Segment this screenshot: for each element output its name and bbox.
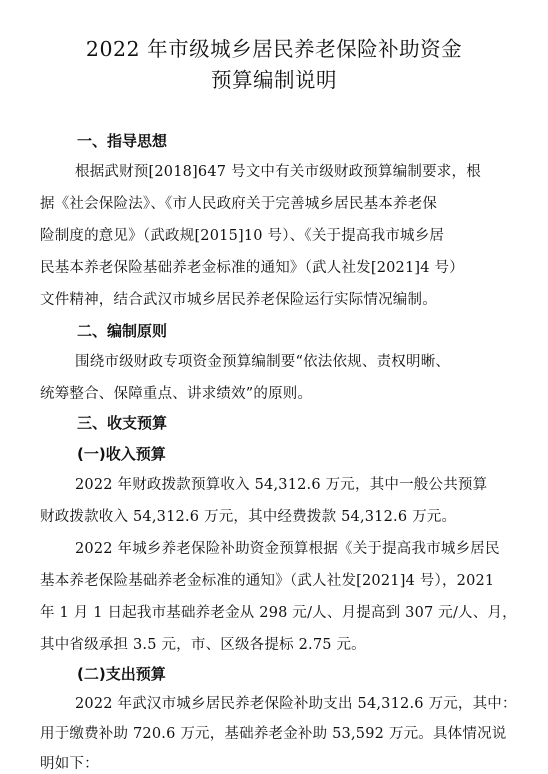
paragraph-line: 文件精神，结合武汉市城乡居民养老保险运行实际情况编制。 (40, 292, 437, 308)
paragraph-line: 险制度的意见》（武政规[2015]10 号）、《关于提高我市城乡居 (40, 228, 445, 244)
paragraph-line: 2022 年财政拨款预算收入 54,312.6 万元，其中一般公共预算 (75, 477, 488, 493)
paragraph-line: 其中省级承担 3.5 元，市、区级各提标 2.75 元。 (40, 637, 366, 653)
paragraph-line: 据《社会保险法》、《市人民政府关于完善城乡居民基本养老保 (40, 196, 438, 212)
paragraph-line: 2022 年武汉市城乡居民养老保险补助支出 54,312.6 万元，其中： (75, 696, 517, 712)
section-heading-budget: 三、收支预算 (77, 414, 168, 432)
paragraph-line: 明如下： (40, 756, 99, 772)
paragraph-line: 民基本养老保险基础养老金标准的通知》（武人社发[2021]4 号） (40, 260, 464, 276)
paragraph-line: 用于缴费补助 720.6 万元，基础养老金补助 53,592 万元。具体情况说 (40, 726, 507, 742)
subsection-heading-expenditure: (二)支出预算 (77, 665, 166, 683)
paragraph-line: 财政拨款收入 54,312.6 万元，其中经费拨款 54,312.6 万元。 (40, 509, 457, 525)
paragraph-line: 基本养老保险基础养老金标准的通知》（武人社发[2021]4 号），2021 (40, 573, 495, 589)
document-title-line1: 2022 年市级城乡居民养老保险补助资金 (85, 37, 463, 61)
section-heading-guiding-thought: 一、指导思想 (77, 132, 168, 150)
paragraph-line: 年 1 月 1 日起我市基础养老金从 298 元/人、月提高到 307 元/人、月， (40, 605, 517, 621)
subsection-heading-income: (一)收入预算 (77, 445, 166, 463)
document-title-line2: 预算编制说明 (211, 68, 337, 92)
paragraph-line: 围绕市级财政专项资金预算编制要“依法依规、责权明晰、 (75, 354, 451, 370)
paragraph-line: 统筹整合、保障重点、讲求绩效”的原则。 (40, 386, 313, 402)
paragraph-line: 根据武财预[2018]647 号文中有关市级财政预算编制要求，根 (75, 164, 481, 180)
paragraph-line: 2022 年城乡养老保险补助资金预算根据《关于提高我市城乡居民 (75, 541, 500, 557)
section-heading-compilation-principle: 二、编制原则 (77, 322, 168, 340)
